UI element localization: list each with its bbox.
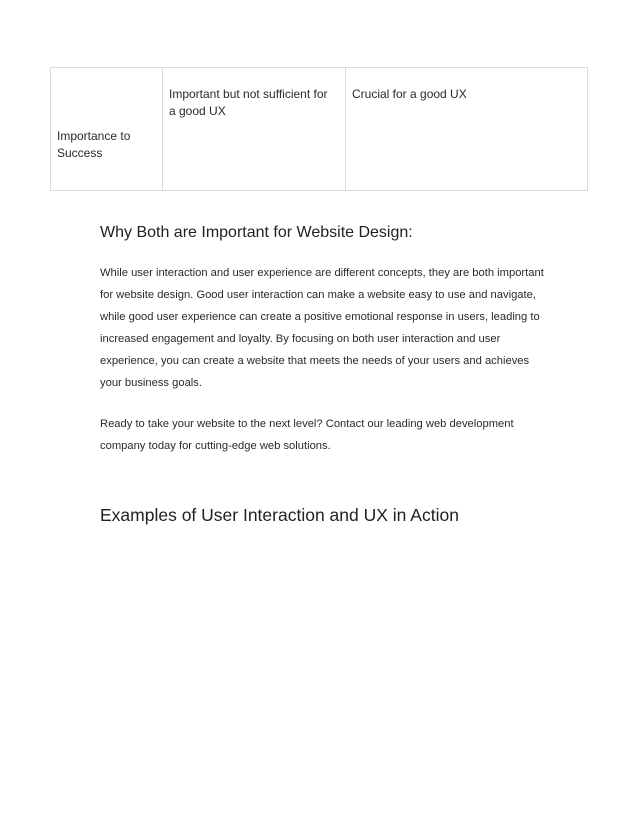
user-interaction-value: Important but not sufficient for a good UX	[169, 87, 328, 118]
row-label-text: Importance to Success	[57, 129, 131, 160]
section-heading-examples: Examples of User Interaction and UX in Action	[100, 505, 459, 525]
paragraph-why-both: While user interaction and user experience are different concepts, they are both important for website design. Good user interaction can make a website easy to use and navigate, while good user experience can create a positive emotional response in users, leading to increased engagement and loyalty. By focusing on both user interaction and user experience, you can create a website that meets the needs of your users and achieves your business goals.	[100, 267, 544, 389]
paragraph-cta: Ready to take your website to the next level? Contact our leading web development company today for cutting-edge web solutions.	[100, 418, 514, 452]
table-cell-row-label	[51, 68, 163, 191]
section-heading-why-both: Why Both are Important for Website Design:	[100, 224, 413, 241]
table-row	[51, 68, 588, 191]
comparison-table	[50, 67, 588, 191]
user-experience-value: Crucial for a good UX	[352, 87, 467, 101]
table-cell-user-interaction	[163, 68, 346, 191]
table-cell-user-experience	[346, 68, 588, 191]
